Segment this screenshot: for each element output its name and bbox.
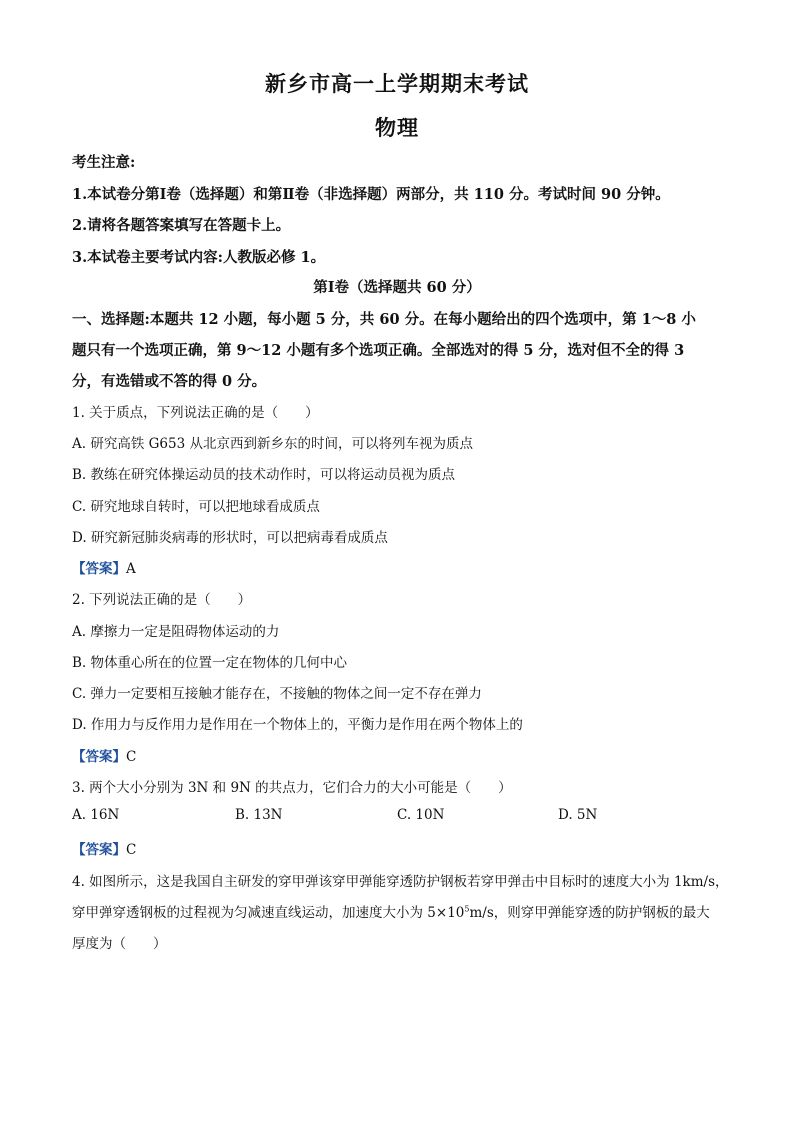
exponent: 5 [464,904,470,914]
subject-title: 物理 [375,115,419,140]
section-instruction: 题只有一个选项正确，第 9～12 小题有多个选项正确。全部选对的得 5 分，选对但不全的得 3 [72,342,685,359]
answer-value: C [126,749,137,765]
question-stem: 1. 关于质点，下列说法正确的是（ ） [72,405,319,421]
notice-item: 3.本试卷主要考试内容:人教版必修 1。 [72,249,326,266]
answer-value: C [126,842,137,858]
answer-tag: 【答案】 [72,749,126,765]
notice-item: 2.请将各题答案填写在答题卡上。 [72,217,291,234]
answer-line [72,557,136,577]
question-option: D. 作用力与反作用力是作用在一个物体上的，平衡力是作用在两个物体上的 [72,717,523,733]
stem-text: m/s，则穿甲弹能穿透的防护钢板的最大 [469,905,710,921]
stem-text: 穿甲弹穿透钢板的过程视为匀减速直线运动，加速度大小为 5×10 [72,905,465,921]
question-option: B. 教练在研究体操运动员的技术动作时，可以将运动员视为质点 [72,467,456,483]
question-stem: 2. 下列说法正确的是（ ） [72,592,252,608]
answer-value: A [126,561,136,577]
question-stem: 厚度为（ ） [72,936,167,952]
section-instruction: 一、选择题:本题共 12 小题，每小题 5 分，共 60 分。在每小题给出的四个选项中，第 1～8 小 [72,311,696,328]
question-option: B. 13N [235,807,283,823]
section-instruction: 分，有选错或不答的得 0 分。 [72,373,267,390]
notice-item: 1.本试卷分第Ⅰ卷（选择题）和第Ⅱ卷（非选择题）两部分，共 110 分。考试时间 90 分钟。 [72,186,670,203]
section-title: 第Ⅰ卷（选择题共 60 分） [313,279,481,296]
question-stem [72,901,710,921]
question-option: C. 10N [397,807,445,823]
question-stem: 3. 两个大小分别为 3N 和 9N 的共点力，它们合力的大小可能是（ ） [72,780,512,796]
question-option: A. 摩擦力一定是阻碍物体运动的力 [72,624,280,640]
question-option: A. 16N [72,807,120,823]
answer-line [72,838,136,858]
answer-tag: 【答案】 [72,561,126,577]
question-stem: 4. 如图所示，这是我国自主研发的穿甲弹该穿甲弹能穿透防护钢板若穿甲弹击中目标时的速度大小为 1km/s， [72,874,729,890]
question-option: D. 研究新冠肺炎病毒的形状时，可以把病毒看成质点 [72,530,388,546]
answer-tag: 【答案】 [72,842,126,858]
question-option: D. 5N [558,807,598,823]
question-option: C. 研究地球自转时，可以把地球看成质点 [72,499,320,515]
answer-line [72,745,136,765]
exam-title: 新乡市高一上学期期末考试 [265,71,529,96]
question-option: B. 物体重心所在的位置一定在物体的几何中心 [72,655,348,671]
question-option: A. 研究高铁 G653 从北京西到新乡东的时间，可以将列车视为质点 [72,436,473,452]
question-option: C. 弹力一定要相互接触才能存在，不接触的物体之间一定不存在弹力 [72,686,482,702]
notice-heading: 考生注意: [72,154,136,171]
